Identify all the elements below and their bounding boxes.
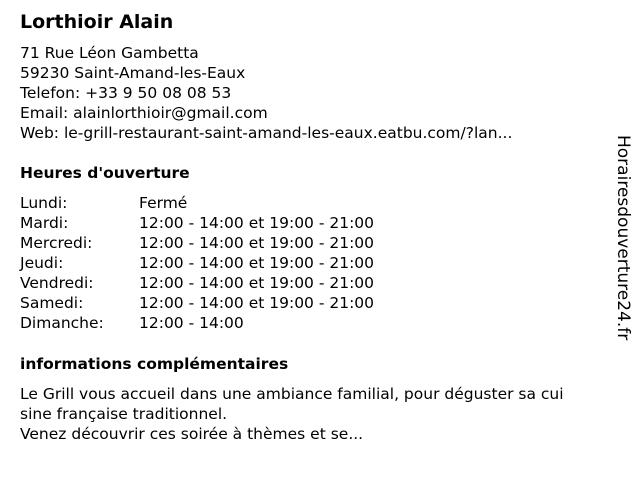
time-range: 12:00 - 14:00 et 19:00 - 21:00 [139, 274, 375, 292]
business-name: Lorthioir Alain [20, 11, 174, 33]
phone-number: Telefon: +33 9 50 08 08 53 [20, 84, 232, 102]
time-range: 12:00 - 14:00 [139, 314, 244, 332]
description-line: Venez découvrir ces soirée à thèmes et se... [20, 425, 364, 443]
day-label: Vendredi: [20, 274, 94, 292]
hours-heading: Heures d'ouverture [20, 164, 190, 182]
day-label: Mardi: [20, 214, 69, 232]
description-text [20, 384, 620, 444]
day-label: Jeudi: [20, 254, 64, 272]
contact-block [20, 43, 512, 143]
day-label: Mercredi: [20, 234, 93, 252]
description-line: sine française traditionnel. [20, 405, 228, 423]
day-label: Lundi: [20, 194, 68, 212]
email-address: Email: alainlorthioir@gmail.com [20, 104, 268, 122]
website-url: Web: le-grill-restaurant-saint-amand-les-eaux.eatbu.com/?lan... [20, 124, 513, 142]
day-label: Samedi: [20, 294, 84, 312]
address-city: 59230 Saint-Amand-les-Eaux [20, 64, 246, 82]
time-range: 12:00 - 14:00 et 19:00 - 21:00 [139, 254, 375, 272]
info-heading: informations complémentaires [20, 355, 289, 373]
time-range: 12:00 - 14:00 et 19:00 - 21:00 [139, 234, 375, 252]
address-street: 71 Rue Léon Gambetta [20, 44, 199, 62]
time-range: 12:00 - 14:00 et 19:00 - 21:00 [139, 294, 375, 312]
description-line: Le Grill vous accueil dans une ambiance familial, pour déguster sa cui [20, 385, 564, 403]
site-watermark: Horairesdouverture24.fr [613, 135, 633, 341]
day-label: Dimanche: [20, 314, 104, 332]
time-range: Fermé [139, 194, 188, 212]
time-range: 12:00 - 14:00 et 19:00 - 21:00 [139, 214, 375, 232]
